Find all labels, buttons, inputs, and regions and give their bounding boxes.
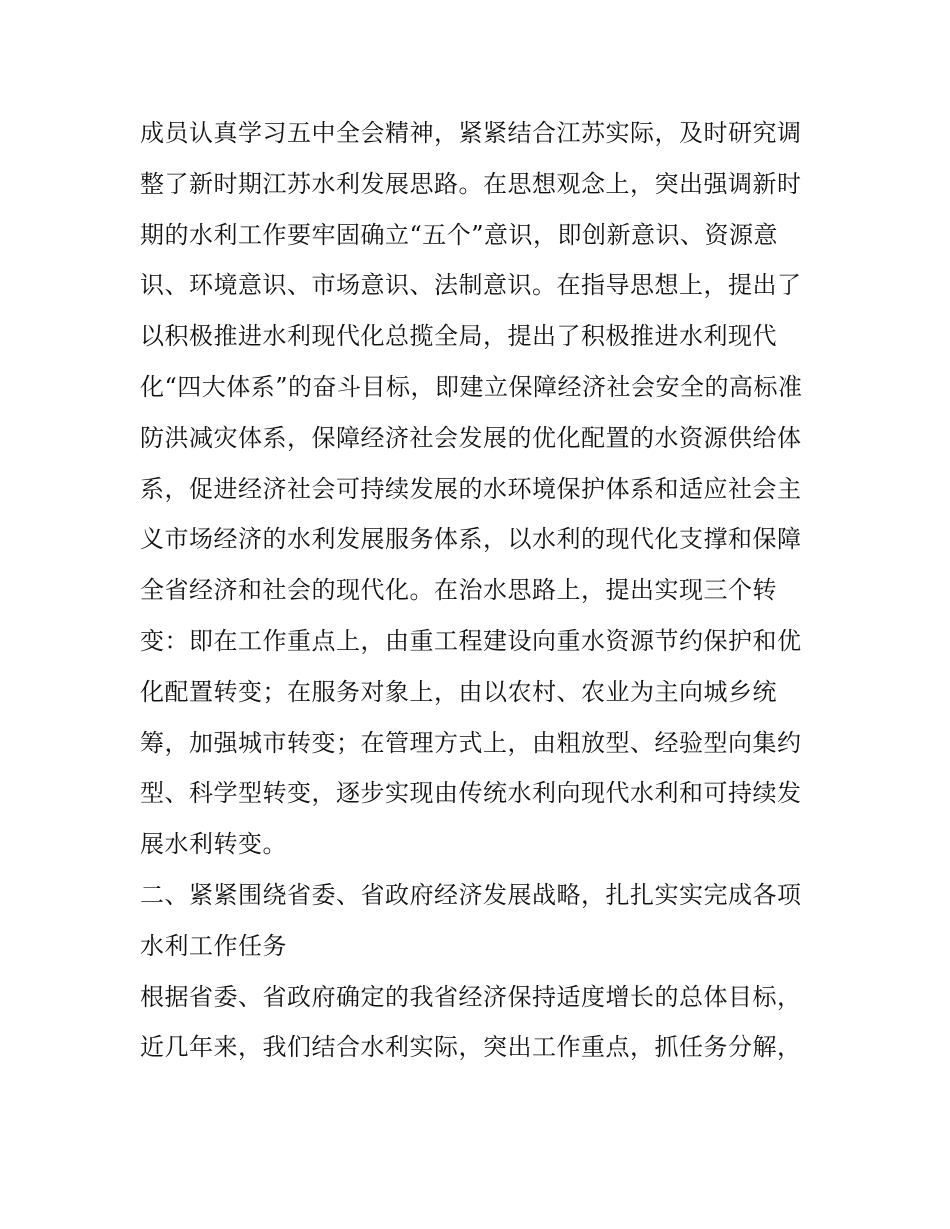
text-line: 变：即在工作重点上，由重工程建设向重水资源节约保护和优	[140, 626, 802, 655]
text-line: 义市场经济的水利发展服务体系，以水利的现代化支撑和保障	[140, 525, 802, 554]
text-line: 展水利转变。	[140, 830, 287, 859]
text-line: 整了新时期江苏水利发展思路。在思想观念上，突出强调新时	[140, 169, 802, 198]
text-line: 筹，加强城市转变；在管理方式上，由粗放型、经验型向集约	[140, 728, 802, 757]
text-line: 化“四大体系”的奋斗目标，即建立保障经济社会安全的高标准	[140, 372, 803, 401]
section-heading-line: 二、紧紧围绕省委、省政府经济发展战略，扎扎实实完成各项	[140, 880, 802, 909]
text-line: 防洪减灾体系，保障经济社会发展的优化配置的水资源供给体	[140, 423, 802, 452]
text-line: 期的水利工作要牢固确立“五个”意识，即创新意识、资源意	[140, 220, 779, 249]
text-line: 近几年来，我们结合水利实际，突出工作重点，抓任务分解，	[140, 1033, 802, 1062]
text-line: 识、环境意识、市场意识、法制意识。在指导思想上，提出了	[140, 271, 802, 300]
text-line: 根据省委、省政府确定的我省经济保持适度增长的总体目标，	[140, 982, 802, 1011]
text-line: 型、科学型转变，逐步实现由传统水利向现代水利和可持续发	[140, 779, 802, 808]
text-line: 化配置转变；在服务对象上，由以农村、农业为主向城乡统	[140, 677, 777, 706]
section-heading-line: 水利工作任务	[140, 931, 287, 960]
text-line: 系，促进经济社会可持续发展的水环境保护体系和适应社会主	[140, 474, 802, 503]
text-line: 以积极推进水利现代化总揽全局，提出了积极推进水利现代	[140, 322, 777, 351]
text-line: 全省经济和社会的现代化。在治水思路上，提出实现三个转	[140, 576, 777, 605]
document-page	[140, 108, 820, 1073]
text-line: 成员认真学习五中全会精神，紧紧结合江苏实际，及时研究调	[140, 119, 802, 147]
